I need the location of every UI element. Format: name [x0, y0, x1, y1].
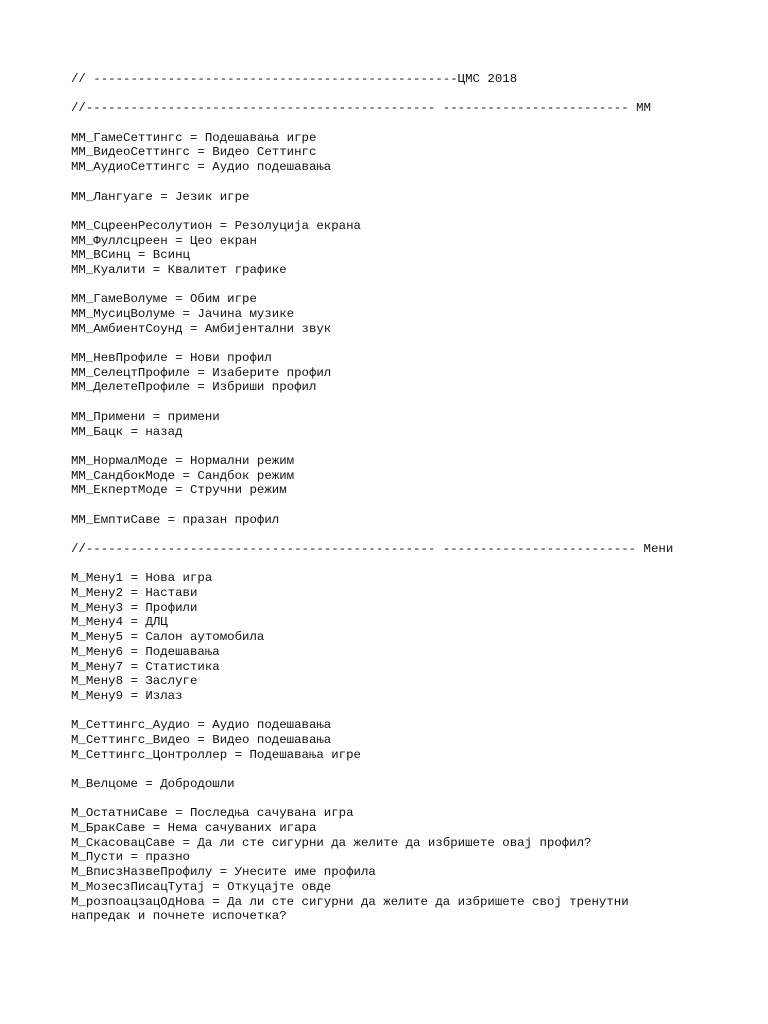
- text-line: М_Мену9 = Излаз: [71, 688, 183, 703]
- text-line: // -------------------------------------------------ЦМС 2018: [71, 72, 518, 86]
- text-line: М_Мену2 = Настави: [71, 586, 198, 601]
- blank-line: [71, 439, 751, 454]
- text-line: ММ_Лангуаге = Језик игре: [71, 189, 250, 204]
- text-line: ММ_МусицВолуме = Јачина музике: [71, 307, 295, 321]
- text-line: ММ_ВСинц = Всинц: [71, 248, 190, 263]
- text-line: ММ_АмбиентСоунд = Амбијентални звук: [71, 321, 332, 336]
- blank-line: [71, 204, 751, 219]
- blank-line: [71, 175, 751, 190]
- blank-line: [71, 278, 751, 293]
- text-line: ММ_СелецтПрофиле = Изаберите профил: [71, 365, 332, 380]
- text-line: М_Сеттингс_Аудио = Аудио подешавања: [71, 718, 332, 733]
- text-line: М_Сеттингс_Видео = Видео подешавања: [71, 732, 332, 747]
- text-line: М_ОстатниСаве = Последња сачувана игра: [71, 806, 354, 821]
- blank-line: [71, 792, 751, 807]
- text-line: М_Мену7 = Статистика: [71, 659, 220, 674]
- text-line: М_Мену5 = Салон аутомобила: [71, 630, 265, 645]
- text-line: М_Велцоме = Добродошли: [71, 777, 235, 791]
- text-line: ММ_ГамеСеттингс = Подешавања игре: [71, 130, 317, 145]
- blank-line: [71, 336, 751, 351]
- text-line: ММ_Фуллсцреен = Цео екран: [71, 233, 257, 248]
- text-line: ММ_НормалМоде = Нормални режим: [71, 453, 295, 468]
- blank-line: [71, 704, 751, 719]
- text-line: М_МозесзПисацТутај = Откуцајте овде: [71, 879, 332, 894]
- text-line: М_Пусти = празно: [71, 850, 190, 865]
- text-line: М_Мену8 = Заслуге: [71, 674, 198, 689]
- text-line: ММ_ЕмптиСаве = празан профил: [71, 512, 280, 527]
- text-line: ММ_АудиоСеттингс = Аудио подешавања: [71, 160, 332, 175]
- text-line: ММ_ДелетеПрофиле = Избриши профил: [71, 380, 317, 395]
- blank-line: [71, 498, 751, 513]
- text-line: М_Мену6 = Подешавања: [71, 644, 220, 659]
- text-line: //----------------------------------------------- ------------------------- ММ: [71, 101, 651, 116]
- text-line: М_Мену1 = Нова игра: [71, 571, 213, 586]
- blank-line: [71, 762, 751, 777]
- text-line: М_Мену4 = ДЛЦ: [71, 615, 168, 630]
- text-line: ММ_Примени = примени: [71, 409, 220, 424]
- text-line: М_СкасовацСаве = Да ли сте сигурни да желите да избришете овај профил?: [71, 835, 592, 850]
- text-line: ММ_СандбокМоде = Сандбок режим: [71, 468, 295, 483]
- blank-line: [71, 87, 751, 102]
- blank-line: [71, 527, 751, 542]
- text-line: ММ_ГамеВолуме = Обим игре: [71, 292, 257, 307]
- text-line: М_розпоацзацОдНова = Да ли сте сигурни да желите да избришете свој тренутни: [71, 894, 629, 909]
- text-line: ММ_Бацк = назад: [71, 424, 183, 439]
- blank-line: [71, 557, 751, 572]
- text-line: ММ_СцреенРесолутион = Резолуција екрана: [71, 218, 361, 233]
- text-line: ММ_ВидеоСеттингс = Видео Сеттингс: [71, 145, 317, 160]
- text-line: М_ВписзНазвеПрофилу = Унесите име профила: [71, 865, 376, 880]
- document-body: [71, 72, 751, 924]
- text-line: М_Мену3 = Профили: [71, 600, 198, 615]
- text-line: М_БракСаве = Нема сачуваних игара: [71, 821, 317, 836]
- text-line: //----------------------------------------------- -------------------------- Мени: [71, 542, 674, 556]
- text-line: напредак и почнете испочетка?: [71, 909, 287, 924]
- text-line: ММ_Куалити = Квалитет графике: [71, 262, 287, 277]
- blank-line: [71, 116, 751, 131]
- text-line: М_Сеттингс_Цонтроллер = Подешавања игре: [71, 747, 361, 762]
- text-line: ММ_НевПрофиле = Нови профил: [71, 351, 272, 366]
- text-line: ММ_ЕкпертМоде = Стручни режим: [71, 483, 287, 498]
- blank-line: [71, 395, 751, 410]
